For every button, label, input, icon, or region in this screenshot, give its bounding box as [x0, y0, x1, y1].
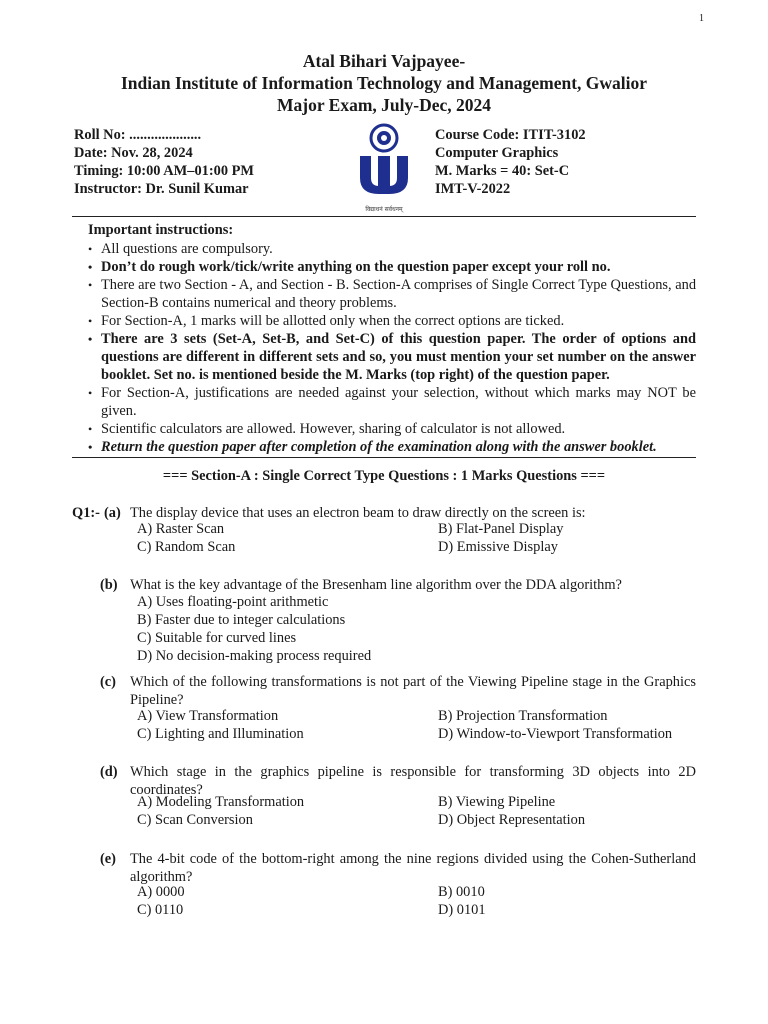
sub-question-label: (d) — [100, 764, 118, 780]
exam-meta-left — [74, 126, 254, 198]
options-right-column — [438, 520, 564, 556]
question-text: The display device that uses an electron beam to draw directly on the screen is: — [130, 505, 586, 521]
option-b: B) Flat-Panel Display — [438, 521, 564, 537]
sub-question-label: (b) — [100, 577, 118, 593]
exam-title: Major Exam, July-Dec, 2024 — [276, 95, 492, 115]
question-number: Q1:- — [72, 505, 100, 521]
instruction-item: • For Section-A, 1 marks will be allotted only when the correct options are ticked. — [88, 312, 696, 330]
institute-name-line1: Atal Bihari Vajpayee- — [302, 51, 466, 71]
exam-date: Date: Nov. 28, 2024 — [74, 145, 193, 161]
sub-question-label: (a) — [104, 505, 121, 521]
sub-question-label: (c) — [100, 674, 116, 690]
option-c: C) Random Scan — [137, 539, 236, 555]
option-d: D) No decision-making process required — [137, 648, 372, 664]
options-left-column — [137, 520, 235, 556]
max-marks: M. Marks = 40: Set-C — [435, 163, 570, 179]
instruction-item: • All questions are compulsory. — [88, 240, 696, 258]
instructions-heading: Important instructions: — [88, 222, 234, 238]
course-name: Computer Graphics — [435, 145, 559, 161]
instructor: Instructor: Dr. Sunil Kumar — [74, 181, 249, 197]
option-a: A) Raster Scan — [137, 521, 225, 537]
roll-no: Roll No: .................... — [74, 127, 202, 143]
instructions-divider — [72, 457, 696, 458]
option-b: B) Projection Transformation — [438, 708, 608, 724]
option-a: A) View Transformation — [137, 708, 279, 724]
course-code: Course Code: ITIT-3102 — [435, 127, 586, 143]
options-column — [137, 593, 371, 665]
institute-name-line2: Indian Institute of Information Technology and Management, Gwalior — [120, 73, 648, 93]
option-d: D) Object Representation — [438, 812, 586, 828]
question-text: Which of the following transformations is not part of the Viewing Pipeline stage in the Graphics Pipeline? — [130, 674, 696, 708]
sub-question-label: (e) — [100, 851, 116, 867]
section-a-title: === Section-A : Single Correct Type Questions : 1 Marks Questions === — [162, 468, 606, 484]
logo-letter-right — [389, 156, 408, 194]
question-text: Which stage in the graphics pipeline is responsible for transforming 3D objects into 2D coordinates? — [130, 764, 696, 798]
option-c: C) 0110 — [137, 902, 184, 918]
exam-meta-right — [435, 126, 586, 198]
options-right-column — [438, 883, 486, 919]
option-a: A) Modeling Transformation — [137, 794, 305, 810]
option-a: A) 0000 — [137, 884, 185, 900]
instruction-item: • Return the question paper after completion of the examination along with the answer booklet. — [88, 438, 696, 456]
option-d: D) Emissive Display — [438, 539, 558, 555]
instruction-item: • There are 3 sets (Set-A, Set-B, and Set-C) of this question paper. The order of options and questions are different in different sets and so, you must mention your set number on the answer booklet. Set no. is mentioned beside the M. Marks (top right) of the question paper. — [88, 330, 696, 384]
exam-timing: Timing: 10:00 AM–01:00 PM — [74, 163, 255, 179]
instruction-item: • For Section-A, justifications are needed against your selection, without which marks may NOT be given. — [88, 384, 696, 420]
option-b: B) 0010 — [438, 884, 485, 900]
top-divider — [72, 216, 696, 217]
batch-code: IMT-V-2022 — [435, 181, 511, 197]
instruction-item: • Don’t do rough work/tick/write anything on the question paper except your roll no. — [88, 258, 696, 276]
options-left-column — [137, 793, 304, 829]
page-number: 1 — [699, 13, 704, 24]
option-d: D) 0101 — [438, 902, 486, 918]
exam-header — [0, 50, 768, 116]
logo-motto: विद्याधनं सर्वधनम् — [365, 206, 403, 213]
question-text: The 4-bit code of the bottom-right among the nine regions divided using the Cohen-Sutherland algorithm? — [130, 851, 696, 885]
logo-letter-middle — [378, 156, 390, 194]
question-text: What is the key advantage of the Bresenham line algorithm over the DDA algorithm? — [130, 577, 622, 593]
option-c: C) Scan Conversion — [137, 812, 253, 828]
institute-logo — [352, 120, 416, 216]
options-left-column — [137, 707, 304, 743]
option-d: D) Window-to-Viewport Transformation — [438, 726, 673, 742]
instructions-list — [88, 240, 696, 456]
option-b: B) Viewing Pipeline — [438, 794, 556, 810]
option-c: C) Lighting and Illumination — [137, 726, 304, 742]
options-right-column — [438, 793, 585, 829]
instruction-item: • There are two Section - A, and Section - B. Section-A comprises of Single Correct Type Questions, and Section-B contains numerical and theory problems. — [88, 276, 696, 312]
logo-center-mark — [381, 135, 387, 141]
option-a: A) Uses floating-point arithmetic — [137, 594, 329, 610]
option-b: B) Faster due to integer calculations — [137, 612, 346, 628]
logo-letter-left — [360, 156, 379, 194]
instruction-item: • Scientific calculators are allowed. However, sharing of calculator is not allowed. — [88, 420, 696, 438]
options-right-column — [438, 707, 672, 743]
options-left-column — [137, 883, 185, 919]
option-c: C) Suitable for curved lines — [137, 630, 297, 646]
